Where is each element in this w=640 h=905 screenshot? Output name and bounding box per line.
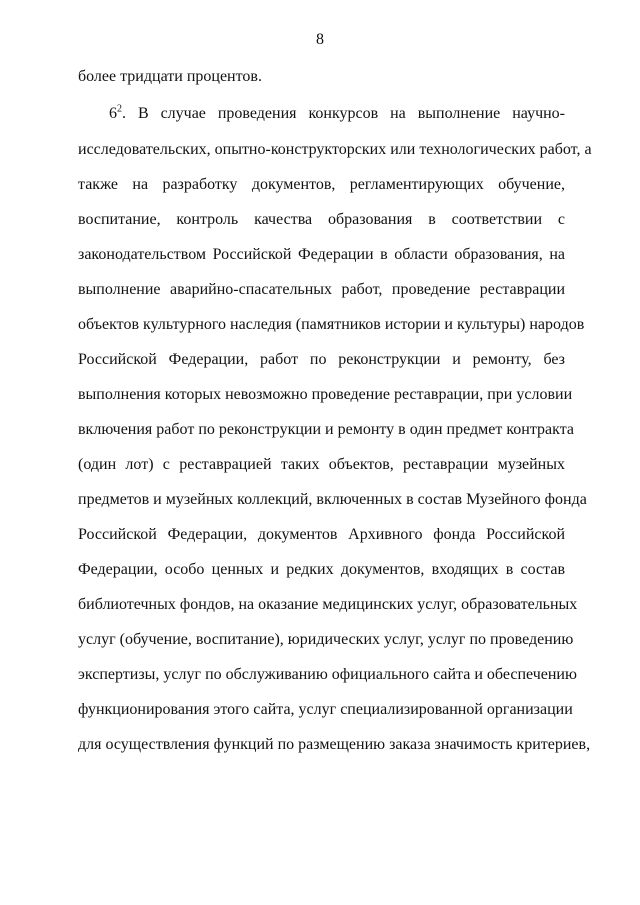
body-line: также на разработку документов, регламентирующих обучение, bbox=[78, 176, 565, 193]
item-number: 6 bbox=[109, 105, 117, 122]
body-line: услуг (обучение, воспитание), юридических услуг, услуг по проведению bbox=[78, 631, 574, 648]
body-line: законодательством Российской Федерации в области образования, на bbox=[78, 246, 565, 263]
body-line: предметов и музейных коллекций, включенных в состав Музейного фонда bbox=[78, 491, 587, 508]
body-line: воспитание, контроль качества образования в соответствии с bbox=[78, 211, 565, 228]
body-line: экспертизы, услуг по обслуживанию официального сайта и обеспечению bbox=[78, 666, 577, 683]
intro-line: более тридцати процентов. bbox=[78, 68, 262, 85]
body-line: включения работ по реконструкции и ремонту в один предмет контракта bbox=[78, 421, 575, 438]
body-line: библиотечных фондов, на оказание медицинских услуг, образовательных bbox=[78, 596, 578, 613]
body-line: Российской Федерации, документов Архивного фонда Российской bbox=[78, 526, 565, 543]
item-superscript: 2 bbox=[117, 103, 122, 115]
body-line: Федерации, особо ценных и редких документов, входящих в состав bbox=[78, 561, 565, 578]
body-line: исследовательских, опытно-конструкторских или технологических работ, а bbox=[78, 141, 592, 158]
body-line: для осуществления функций по размещению заказа значимость критериев, bbox=[78, 736, 591, 753]
body-line: Российской Федерации, работ по реконструкции и ремонту, без bbox=[78, 351, 565, 368]
body-line: функционирования этого сайта, услуг специализированной организации bbox=[78, 701, 573, 718]
page-number: 8 bbox=[316, 31, 324, 48]
body-line: объектов культурного наследия (памятников истории и культуры) народов bbox=[78, 316, 585, 333]
body-line: выполнение аварийно-спасательных работ, проведение реставрации bbox=[78, 281, 565, 298]
body-line: (один лот) с реставрацией таких объектов, реставрации музейных bbox=[78, 456, 565, 473]
item-first-line-text: . В случае проведения конкурсов на выполнение научно- bbox=[122, 105, 565, 122]
item-first-line bbox=[109, 104, 565, 124]
body-line: выполнения которых невозможно проведение реставрации, при условии bbox=[78, 386, 573, 403]
